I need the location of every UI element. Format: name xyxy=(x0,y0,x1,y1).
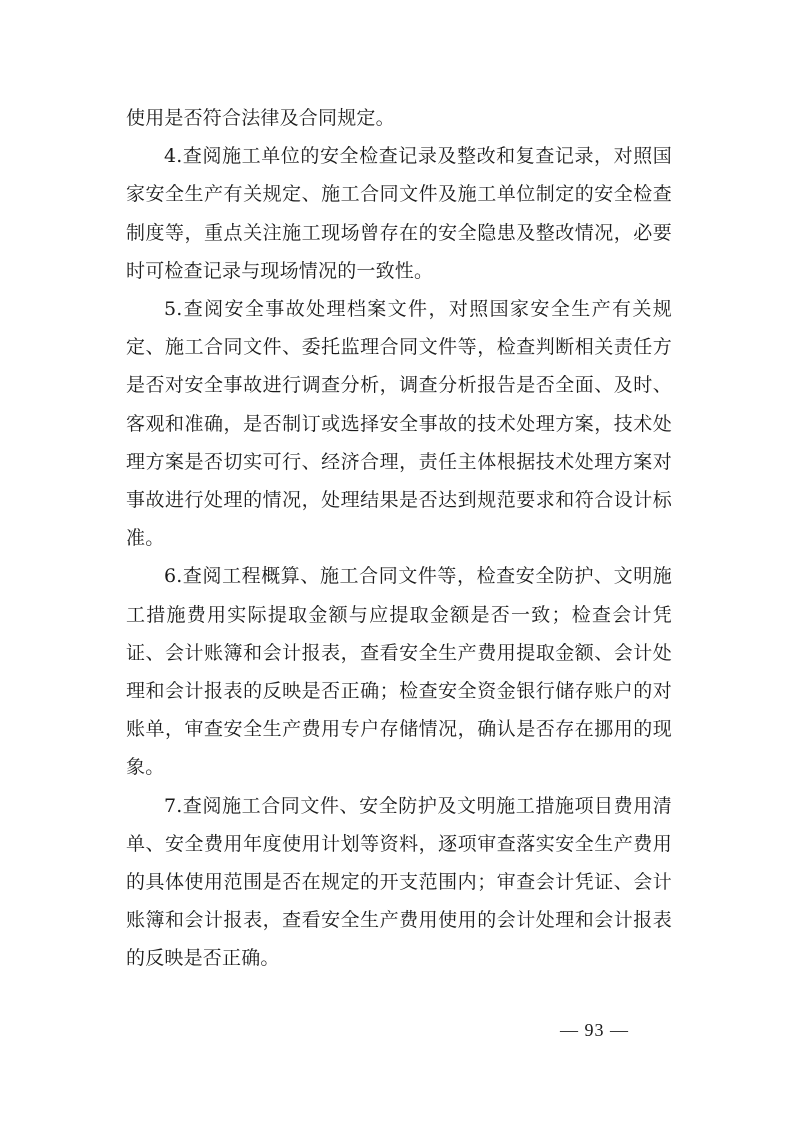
paragraph-item-7: 7.查阅施工合同文件、安全防护及文明施工措施项目费用清单、安全费用年度使用计划等资料，逐项审查落实安全生产费用的具体使用范围是否在规定的开支范围内；审查会计凭证、会计账簿和会计报表，查看安全生产费用使用的会计处理和会计报表的反映是否正确。 xyxy=(126,794,672,970)
page-number: — 93 — xyxy=(560,1020,629,1040)
paragraph-item-4: 4.查阅施工单位的安全检查记录及整改和复查记录，对照国家安全生产有关规定、施工合同文件及施工单位制定的安全检查制度等，重点关注施工现场曾存在的安全隐患及整改情况，必要时可检查记录与现场情况的一致性。 xyxy=(126,145,672,282)
paragraph-continuation: 使用是否符合法律及合同规定。 xyxy=(126,107,395,129)
paragraph-item-6: 6.查阅工程概算、施工合同文件等，检查安全防护、文明施工措施费用实际提取金额与应提取金额是否一致；检查会计凭证、会计账簿和会计报表，查看安全生产费用提取金额、会计处理和会计报表的反映是否正确；检查安全资金银行储存账户的对账单，审查安全生产费用专户存储情况，确认是否存在挪用的现象。 xyxy=(126,565,672,779)
body-text xyxy=(126,99,672,978)
paragraph-item-5: 5.查阅安全事故处理档案文件，对照国家安全生产有关规定、施工合同文件、委托监理合同文件等，检查判断相关责任方是否对安全事故进行调查分析，调查分析报告是否全面、及时、客观和准确，是否制订或选择安全事故的技术处理方案，技术处理方案是否切实可行、经济合理，责任主体根据技术处理方案对事故进行处理的情况，处理结果是否达到规范要求和符合设计标准。 xyxy=(126,298,672,550)
